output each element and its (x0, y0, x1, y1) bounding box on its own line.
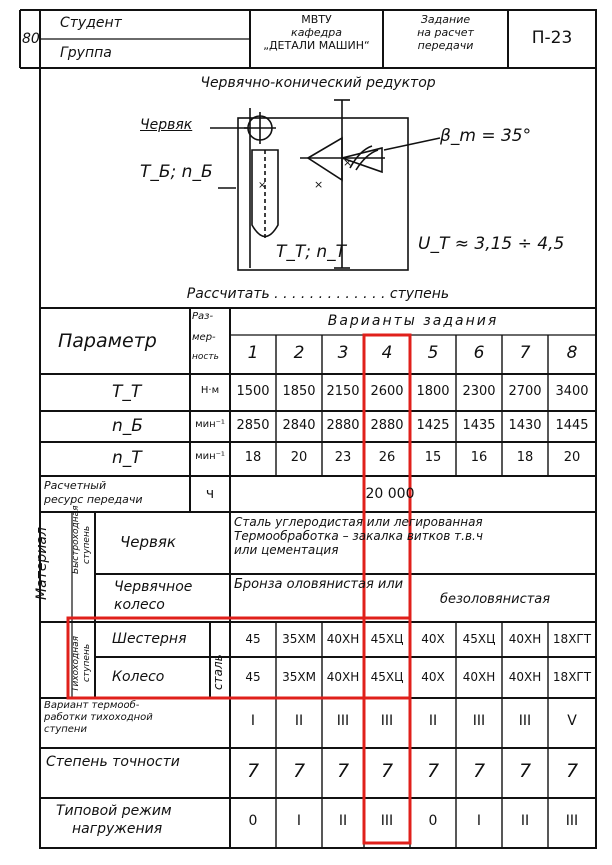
variant-number: 1 (247, 343, 259, 363)
param-value: 1800 (416, 384, 450, 399)
param-value: 15 (424, 450, 442, 465)
svg-text:×: × (258, 180, 267, 191)
wheel-material-2: безоловянистая (440, 592, 551, 607)
org-line-1: МВТУ (301, 13, 332, 26)
param-name: n_Б (112, 416, 143, 436)
pinion-material-value: 35ХМ (282, 632, 316, 646)
task-line-1: Задание (420, 13, 471, 26)
worm-material-2: Термообработка – закалка витков т.в.ч (234, 529, 483, 543)
load-label-2: нагружения (72, 821, 163, 837)
variant-number: 3 (337, 343, 349, 363)
pinion-material-value: 40Х (421, 632, 445, 646)
param-unit: мин⁻¹ (195, 451, 225, 462)
load-mode-value: 0 (248, 813, 258, 829)
param-value: 1425 (416, 418, 450, 433)
param-value: 23 (334, 450, 352, 465)
param-value: 2150 (326, 384, 360, 399)
param-value: 18 (244, 450, 262, 465)
param-unit: мин⁻¹ (195, 419, 225, 430)
svg-text:×: × (343, 156, 353, 169)
calc-stage-line: Рассчитать . . . . . . . . . . . . . ступень (186, 286, 450, 302)
resource-unit: ч (205, 486, 215, 502)
material-label: Материал (34, 527, 50, 600)
accuracy-value: 7 (336, 760, 350, 782)
variant-number: 6 (473, 343, 485, 363)
param-value: 1430 (508, 418, 542, 433)
accuracy-value: 7 (565, 760, 579, 782)
heat-variant-value: III (518, 713, 532, 729)
variant-number: 4 (381, 343, 393, 363)
pinion-material-value: 40ХН (508, 632, 542, 646)
resource-label-2: ресурс передачи (44, 493, 143, 506)
param-value: 20 (563, 450, 581, 465)
heat-label-3: ступени (44, 724, 87, 735)
param-value: 1500 (236, 384, 270, 399)
variant-number: 2 (293, 343, 305, 363)
load-mode-value: II (520, 813, 530, 829)
param-name: T_Т (112, 382, 142, 402)
heat-variant-value: II (294, 713, 304, 729)
heat-label-1: Вариант термооб- (44, 700, 140, 711)
load-mode-value: III (380, 813, 394, 829)
student-label: Студент (60, 15, 122, 31)
load-mode-value: I (296, 813, 302, 829)
ratio-label: U_Т ≈ 3,15 ÷ 4,5 (418, 234, 565, 254)
param-value: 2880 (370, 418, 404, 433)
fast-stage-label-1: Быстроходная (71, 505, 81, 574)
gear-material-value: 40ХН (508, 670, 542, 684)
worm-row-label: Червяк (120, 533, 176, 551)
resource-value: 20 000 (365, 486, 415, 502)
param-value: 2880 (326, 418, 360, 433)
pinion-label: Шестерня (112, 631, 187, 647)
heat-variant-value: III (380, 713, 394, 729)
scheme-title: Червячно-конический редуктор (200, 75, 436, 91)
gear-material-value: 45ХЦ (370, 670, 404, 684)
pinion-material-value: 45ХЦ (462, 632, 496, 646)
worm-label: Червяк (140, 117, 193, 133)
dim-header-1: Раз- (192, 311, 214, 322)
wheel-row-label-2: колесо (114, 597, 165, 613)
accuracy-value: 7 (246, 760, 260, 782)
pinion-material-value: 45 (245, 632, 261, 646)
gear-material-value: 40ХН (326, 670, 360, 684)
accuracy-label: Степень точности (46, 754, 180, 770)
group-label: Группа (60, 45, 112, 61)
accuracy-value: 7 (380, 760, 394, 782)
gear-material-value: 18ХГТ (552, 670, 592, 684)
worm-material-3: или цементация (234, 543, 339, 557)
page-number: 80 (22, 31, 40, 47)
worm-material-1: Сталь углеродистая или легированная (234, 515, 483, 529)
load-mode-value: 0 (428, 813, 438, 829)
gear-material-value: 45 (245, 670, 261, 684)
param-value: 2300 (462, 384, 496, 399)
variants-header: Варианты задания (327, 313, 499, 329)
task-line-3: передачи (417, 39, 474, 52)
gear-material-value: 40Х (421, 670, 445, 684)
output-shaft-label: T_Т; n_Т (276, 242, 347, 262)
load-label-1: Типовой режим (56, 803, 172, 819)
resource-label-1: Расчетный (44, 479, 107, 492)
param-value: 2840 (282, 418, 316, 433)
wheel-row-label-1: Червячное (114, 579, 193, 595)
load-mode-value: III (565, 813, 579, 829)
param-header: Параметр (58, 330, 157, 352)
slow-stage-label-1: Тихоходная (71, 635, 81, 692)
param-value: 16 (470, 450, 488, 465)
dim-header-2: мер- (192, 332, 216, 343)
heat-variant-value: III (472, 713, 486, 729)
variant-number: 7 (519, 343, 531, 363)
dim-header-3: ность (192, 352, 219, 362)
param-value: 2850 (236, 418, 270, 433)
wheel-material-1: Бронза оловянистая или (234, 577, 404, 592)
param-name: n_Т (112, 448, 142, 468)
heat-variant-value: I (250, 713, 256, 729)
param-value: 1850 (282, 384, 316, 399)
variant-number: 5 (427, 343, 439, 363)
heat-variant-value: III (336, 713, 350, 729)
param-value: 3400 (555, 384, 589, 399)
steel-label: сталь (211, 654, 225, 690)
param-value: 18 (516, 450, 534, 465)
param-value: 26 (378, 450, 396, 465)
task-line-2: на расчет (417, 26, 474, 39)
gear-material-value: 35ХМ (282, 670, 316, 684)
param-value: 1445 (555, 418, 589, 433)
task-code: П-23 (531, 28, 573, 48)
pinion-material-value: 45ХЦ (370, 632, 404, 646)
pinion-material-value: 40ХН (326, 632, 360, 646)
input-shaft-label: T_Б; n_Б (140, 162, 213, 182)
accuracy-value: 7 (426, 760, 440, 782)
gear-label: Колесо (112, 669, 165, 685)
beta-angle-label: β_m = 35° (440, 126, 532, 146)
variant-number: 8 (566, 343, 578, 363)
org-line-3: „ДЕТАЛИ МАШИН“ (263, 39, 370, 52)
slow-stage-label-2: ступень (82, 643, 92, 682)
gear-material-value: 40ХН (462, 670, 496, 684)
heat-variant-value: II (428, 713, 438, 729)
accuracy-value: 7 (472, 760, 486, 782)
heat-variant-value: V (567, 713, 577, 729)
svg-text:×: × (314, 178, 324, 191)
param-value: 2600 (370, 384, 404, 399)
pinion-material-value: 18ХГТ (552, 632, 592, 646)
accuracy-value: 7 (292, 760, 306, 782)
accuracy-value: 7 (518, 760, 532, 782)
org-line-2: кафедра (291, 26, 342, 39)
fast-stage-label-2: ступень (82, 525, 92, 564)
param-value: 20 (290, 450, 308, 465)
load-mode-value: I (476, 813, 482, 829)
param-value: 2700 (508, 384, 542, 399)
heat-label-2: работки тихоходной (44, 712, 153, 723)
load-mode-value: II (338, 813, 348, 829)
param-unit: Н·м (200, 385, 220, 396)
param-value: 1435 (462, 418, 496, 433)
